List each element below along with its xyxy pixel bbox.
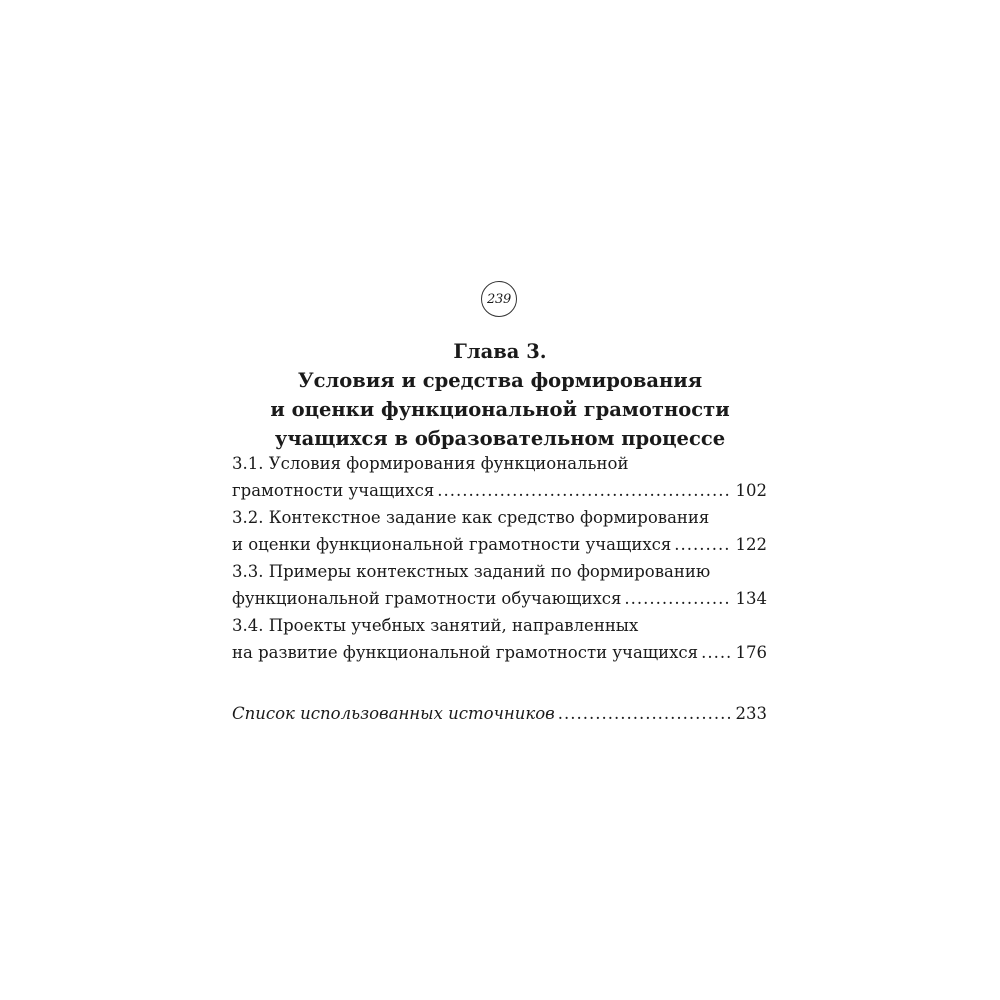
toc-entry-title: 3.1. Условия формирования функциональной [232,454,629,473]
toc-entry[interactable] [232,505,767,558]
chapter-heading [200,337,800,453]
toc-entry-title-cont: на развитие функциональной грамотности учащихся [232,642,699,662]
page-number-badge [481,281,517,317]
toc-entry-page: 176 [735,642,767,662]
toc-entry-title-cont: и оценки функциональной грамотности учащихся [232,534,672,554]
dot-leader [437,478,730,505]
sources-page: 233 [735,704,767,723]
chapter-title-line: учащихся в образовательном процессе [274,427,726,450]
dot-leader [674,532,730,559]
dot-leader [701,640,730,667]
dot-leader [558,701,730,728]
toc-entry-page: 122 [735,534,767,554]
page-number: 239 [487,291,511,307]
table-of-contents [232,451,767,666]
toc-entry[interactable] [232,451,767,504]
chapter-label: Глава 3. [453,340,547,363]
toc-entry-page: 134 [735,588,767,608]
chapter-title-line: Условия и средства формирования [297,369,703,392]
toc-entry-page: 102 [735,480,767,500]
toc-entry-title: 3.3. Примеры контекстных заданий по формированию [232,562,711,581]
toc-entry-title-cont: функциональной грамотности обучающихся [232,588,622,608]
toc-entry-title: 3.2. Контекстное задание как средство формирования [232,508,710,527]
toc-entry[interactable] [232,613,767,666]
sources-entry[interactable] [232,701,767,728]
toc-entry[interactable] [232,559,767,612]
chapter-title-line: и оценки функциональной грамотности [270,398,730,421]
sources-title: Список использованных источников [232,704,555,723]
toc-entry-title-cont: грамотности учащихся [232,480,435,500]
dot-leader [624,586,730,613]
toc-entry-title: 3.4. Проекты учебных занятий, направленных [232,616,639,635]
